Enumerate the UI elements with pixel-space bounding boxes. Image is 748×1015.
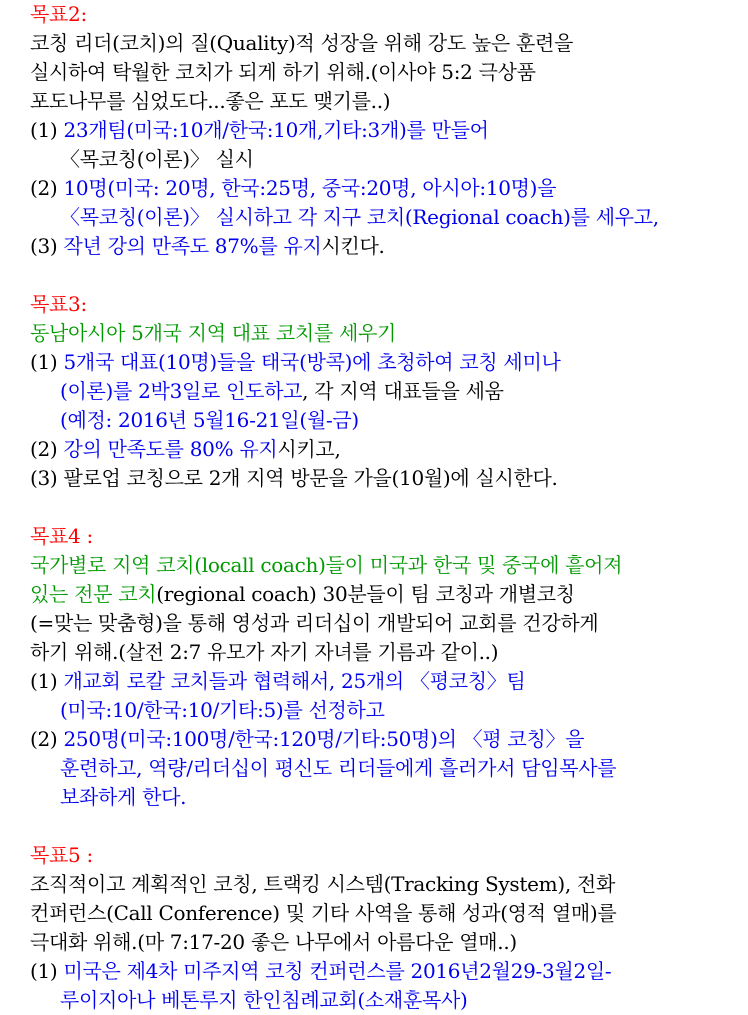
goal3-item-3-text: 팔로업 코칭으로 2개 지역 방문을 가을(10월)에 실시한다. xyxy=(63,466,558,490)
goal2-heading: 목표2: xyxy=(30,2,87,26)
goal2-item-2-cont: 〈목코칭(이론)〉 실시하고 각 지구 코치(Regional coach)를 세우고, xyxy=(60,205,659,229)
goal3-heading: 목표3: xyxy=(30,292,87,316)
goal2-line-3: 포도나무를 심었도다...좋은 포도 맺기를..) xyxy=(30,89,391,113)
goal3-item-1-num: (1) xyxy=(30,350,64,374)
goal2-item-2-text: 10명(미국: 20명, 한국:25명, 중국:20명, 아시아:10명)을 xyxy=(63,176,557,200)
goal5-item-1-text: 미국은 제4차 미주지역 코칭 컨퍼런스를 2016년2월29-3월2일- xyxy=(63,959,612,983)
goal4-item-1-text: 개교회 로칼 코치들과 협력해서, 25개의 〈평코칭〉팀 xyxy=(63,669,526,693)
goal4-item-1-num: (1) xyxy=(30,669,64,693)
goal2-item-1-num: (1) xyxy=(30,118,64,142)
goal5-heading: 목표5 : xyxy=(30,843,93,867)
goal5-item-1-num: (1) xyxy=(30,959,64,983)
goal3-item-1-cont-blue: (이론)를 2박3일로 인도하고 xyxy=(60,379,303,403)
goal2-item-3-tail: 시킨다. xyxy=(321,234,385,258)
goal4-item-1 xyxy=(30,667,742,696)
goal3-item-2-tail: 시키고, xyxy=(277,437,341,461)
goal4-line-2-black: (regional coach) 30분들이 팀 코칭과 개별코칭 xyxy=(156,582,575,606)
goal4-item-2 xyxy=(30,725,742,754)
goal3-item-2-text: 강의 만족도를 80% 유지 xyxy=(63,437,278,461)
goal3-item-2 xyxy=(30,435,742,464)
goal2-item-1 xyxy=(30,116,742,145)
goal4-item-2-num: (2) xyxy=(30,727,64,751)
goal5-line-1: 조직적이고 계획적인 코칭, 트랙킹 시스템(Tracking System), 전화 xyxy=(30,872,615,896)
goal2-item-3-text: 작년 강의 만족도 87%를 유지 xyxy=(63,234,322,258)
goal4-item-2-cont1: 훈련하고, 역량/리더십이 평신도 리더들에게 흘러가서 담임목사를 xyxy=(60,756,617,780)
goal4-heading: 목표4 : xyxy=(30,524,93,548)
goal3-item-1 xyxy=(30,348,742,377)
document-page xyxy=(30,0,742,1015)
goal2-item-3 xyxy=(30,232,742,261)
goal4-line-2-green: 있는 전문 코치 xyxy=(30,582,157,606)
goal4-line-4: 하기 위해.(살전 2:7 유모가 자기 자녀를 기름과 같이..) xyxy=(30,640,499,664)
goal3-item-1-cont2: (예정: 2016년 5월16-21일(월-금) xyxy=(60,408,359,432)
goal5-line-3: 극대화 위해.(마 7:17-20 좋은 나무에서 아름다운 열매..) xyxy=(30,930,517,954)
goal4-item-2-cont2: 보좌하게 한다. xyxy=(60,785,187,809)
goal5-item-1-cont: 루이지아나 베톤루지 한인침례교회(소재훈목사) xyxy=(60,988,468,1012)
goal3-item-3-num: (3) xyxy=(30,466,64,490)
goal5-line-2: 컨퍼런스(Call Conference) 및 기타 사역을 통해 성과(영적 열매)를 xyxy=(30,901,617,925)
goal2-item-3-num: (3) xyxy=(30,234,64,258)
goal3-item-2-num: (2) xyxy=(30,437,64,461)
goal3-item-1-text: 5개국 대표(10명)들을 태국(방콕)에 초청하여 코칭 세미나 xyxy=(63,350,561,374)
spacer xyxy=(30,261,742,290)
goal3-item-1-cont-black: , 각 지역 대표들을 세움 xyxy=(302,379,504,403)
goal2-line-2: 실시하여 탁월한 코치가 되게 하기 위해.(이사야 5:2 극상품 xyxy=(30,60,536,84)
goal3-item-1-cont xyxy=(30,377,742,406)
goal2-item-2 xyxy=(30,174,742,203)
goal5-item-1 xyxy=(30,957,742,986)
spacer xyxy=(30,812,742,841)
goal4-line-3: (=맞는 맞춤형)을 통해 영성과 리더십이 개발되어 교회를 건강하게 xyxy=(30,611,599,635)
goal3-item-3 xyxy=(30,464,742,493)
goal2-line-1: 코칭 리더(코치)의 질(Quality)적 성장을 위해 강도 높은 훈련을 xyxy=(30,31,574,55)
goal2-item-2-num: (2) xyxy=(30,176,64,200)
spacer xyxy=(30,493,742,522)
goal4-item-1-cont: (미국:10/한국:10/기타:5)를 선정하고 xyxy=(60,698,385,722)
goal4-line-2 xyxy=(30,580,742,609)
goal2-item-1-cont: 〈목코칭(이론)〉 실시 xyxy=(60,147,254,171)
goal4-line-1: 국가별로 지역 코치(locall coach)들이 미국과 한국 및 중국에 흩어져 xyxy=(30,553,623,577)
goal2-item-1-text: 23개팀(미국:10개/한국:10개,기타:3개)를 만들어 xyxy=(63,118,489,142)
goal3-subtitle: 동남아시아 5개국 지역 대표 코치를 세우기 xyxy=(30,321,397,345)
goal4-item-2-text: 250명(미국:100명/한국:120명/기타:50명)의 〈평 코칭〉을 xyxy=(63,727,585,751)
